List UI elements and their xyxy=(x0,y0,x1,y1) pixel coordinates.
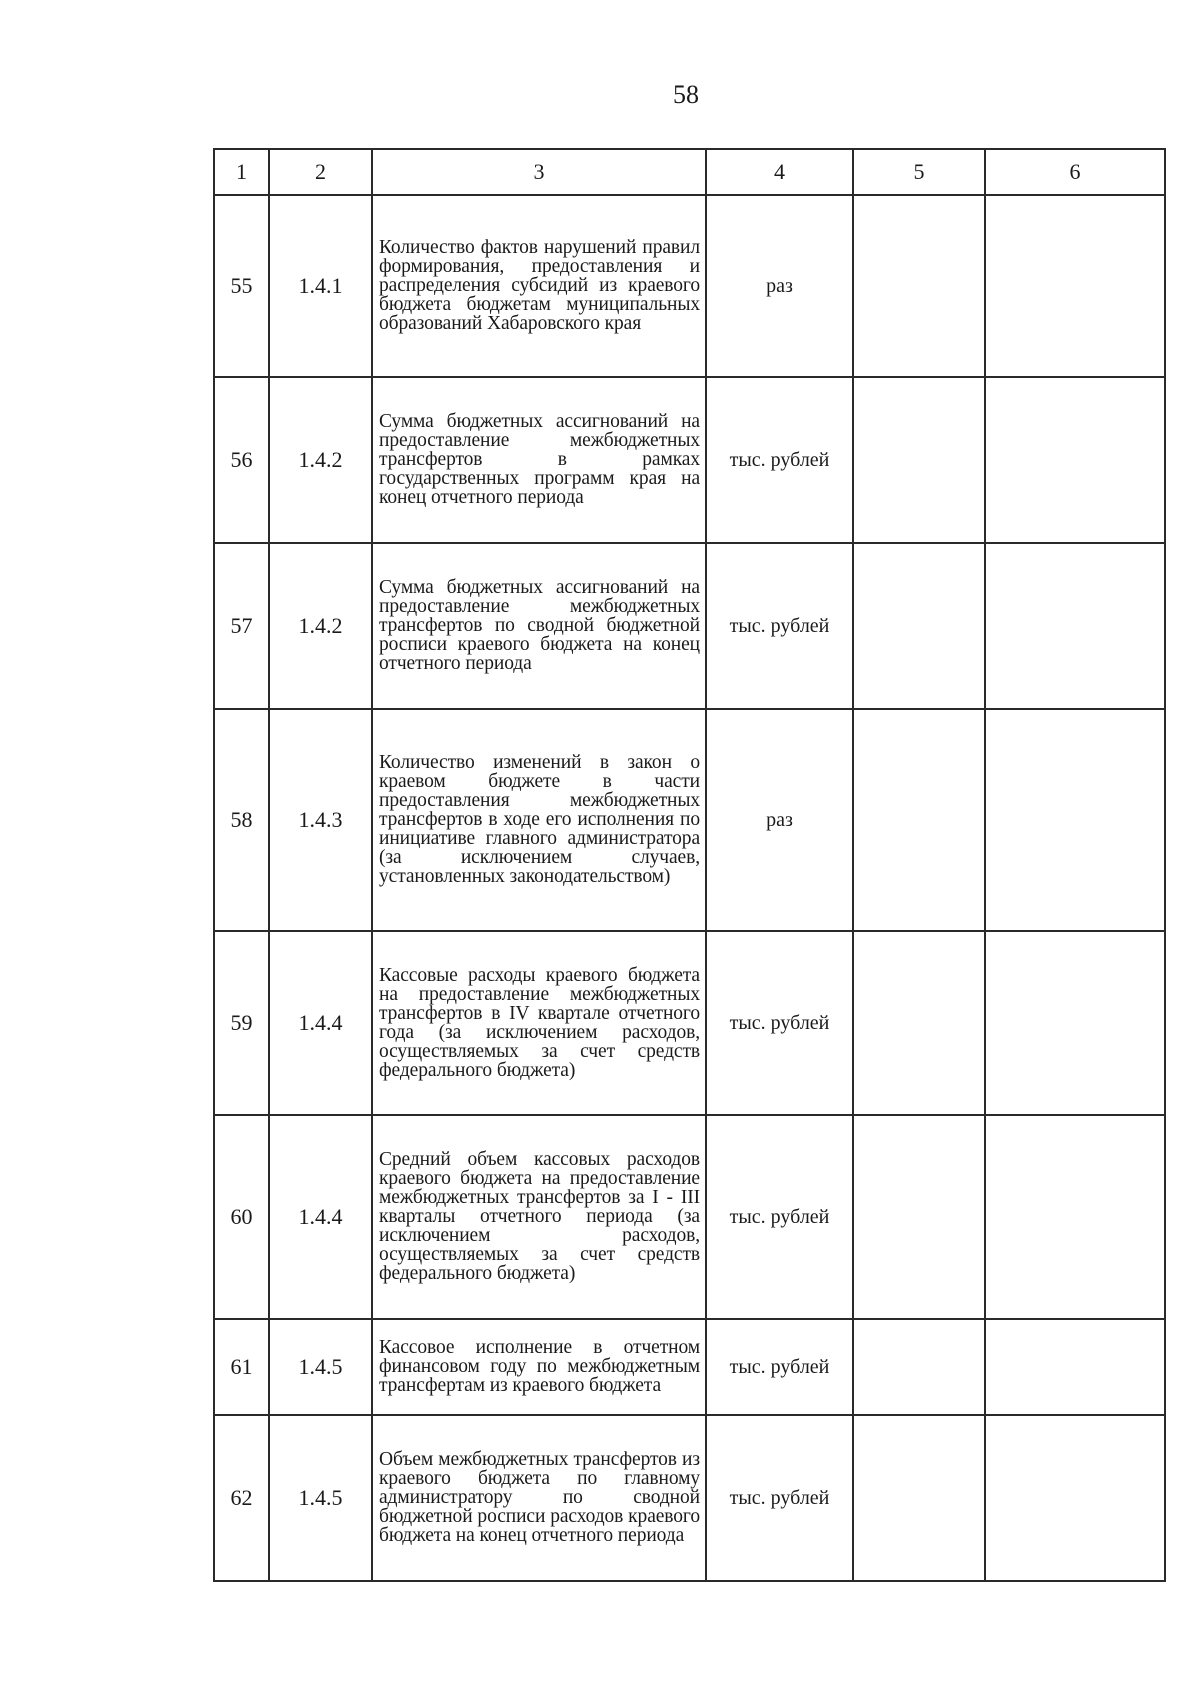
row-description: Средний объем кассовых расходов краевого бюджета на предоставление межбюджетных трансфертов за I - III кварталы отчетного периода (за исключением расходов, осуществляемых за счет средств федерального бюджета) xyxy=(372,1115,706,1319)
row-unit: тыс. рублей xyxy=(706,931,853,1115)
row-number: 58 xyxy=(214,709,269,931)
row-col6-cell xyxy=(985,543,1165,709)
row-code: 1.4.3 xyxy=(269,709,372,931)
row-col5-cell xyxy=(853,543,985,709)
table-row xyxy=(214,1319,1165,1415)
row-unit: тыс. рублей xyxy=(706,1115,853,1319)
column-header: 3 xyxy=(372,149,706,195)
row-number: 61 xyxy=(214,1319,269,1415)
row-col6-cell xyxy=(985,1415,1165,1581)
row-number: 59 xyxy=(214,931,269,1115)
row-col5-cell xyxy=(853,1415,985,1581)
row-col5-cell xyxy=(853,931,985,1115)
row-col5-cell xyxy=(853,1115,985,1319)
row-col5-cell xyxy=(853,377,985,543)
row-description: Сумма бюджетных ассигнований на предоставление межбюджетных трансфертов в рамках государственных программ края на конец отчетного периода xyxy=(372,377,706,543)
row-col6-cell xyxy=(985,1319,1165,1415)
row-col6-cell xyxy=(985,195,1165,377)
column-header: 6 xyxy=(985,149,1165,195)
table-row xyxy=(214,1415,1165,1581)
row-code: 1.4.1 xyxy=(269,195,372,377)
row-unit: тыс. рублей xyxy=(706,1319,853,1415)
row-col5-cell xyxy=(853,1319,985,1415)
page-number: 58 xyxy=(673,80,699,109)
row-unit: раз xyxy=(706,195,853,377)
table-row xyxy=(214,195,1165,377)
row-code: 1.4.4 xyxy=(269,931,372,1115)
column-header: 1 xyxy=(214,149,269,195)
row-number: 55 xyxy=(214,195,269,377)
row-description: Объем межбюджетных трансфертов из краевого бюджета по главному администратору по сводной бюджетной росписи расходов краевого бюджета на конец отчетного периода xyxy=(372,1415,706,1581)
column-header: 4 xyxy=(706,149,853,195)
row-unit: тыс. рублей xyxy=(706,377,853,543)
row-description: Количество изменений в закон о краевом бюджете в части предоставления межбюджетных трансфертов в ходе его исполнения по инициативе главного администратора (за исключением случаев, установленных законодательством) xyxy=(372,709,706,931)
indicators-table xyxy=(213,148,1166,1582)
row-col5-cell xyxy=(853,195,985,377)
table-row xyxy=(214,377,1165,543)
column-header: 5 xyxy=(853,149,985,195)
table-row xyxy=(214,1115,1165,1319)
row-unit: тыс. рублей xyxy=(706,1415,853,1581)
row-description: Кассовое исполнение в отчетном финансовом году по межбюджетным трансфертам из краевого бюджета xyxy=(372,1319,706,1415)
row-number: 60 xyxy=(214,1115,269,1319)
row-col6-cell xyxy=(985,931,1165,1115)
table-header-row xyxy=(214,149,1165,195)
row-description: Кассовые расходы краевого бюджета на предоставление межбюджетных трансфертов в IV квартале отчетного года (за исключением расходов, осуществляемых за счет средств федерального бюджета) xyxy=(372,931,706,1115)
row-col6-cell xyxy=(985,709,1165,931)
row-code: 1.4.4 xyxy=(269,1115,372,1319)
table-row xyxy=(214,543,1165,709)
row-number: 62 xyxy=(214,1415,269,1581)
row-unit: тыс. рублей xyxy=(706,543,853,709)
row-code: 1.4.2 xyxy=(269,543,372,709)
row-description: Количество фактов нарушений правил формирования, предоставления и распределения субсидий из краевого бюджета бюджетам муниципальных образований Хабаровского края xyxy=(372,195,706,377)
row-number: 56 xyxy=(214,377,269,543)
row-col5-cell xyxy=(853,709,985,931)
table-row xyxy=(214,931,1165,1115)
row-unit: раз xyxy=(706,709,853,931)
row-code: 1.4.5 xyxy=(269,1319,372,1415)
row-description: Сумма бюджетных ассигнований на предоставление межбюджетных трансфертов по сводной бюджетной росписи краевого бюджета на конец отчетного периода xyxy=(372,543,706,709)
table-row xyxy=(214,709,1165,931)
column-header: 2 xyxy=(269,149,372,195)
row-code: 1.4.2 xyxy=(269,377,372,543)
row-col6-cell xyxy=(985,1115,1165,1319)
row-code: 1.4.5 xyxy=(269,1415,372,1581)
row-number: 57 xyxy=(214,543,269,709)
row-col6-cell xyxy=(985,377,1165,543)
